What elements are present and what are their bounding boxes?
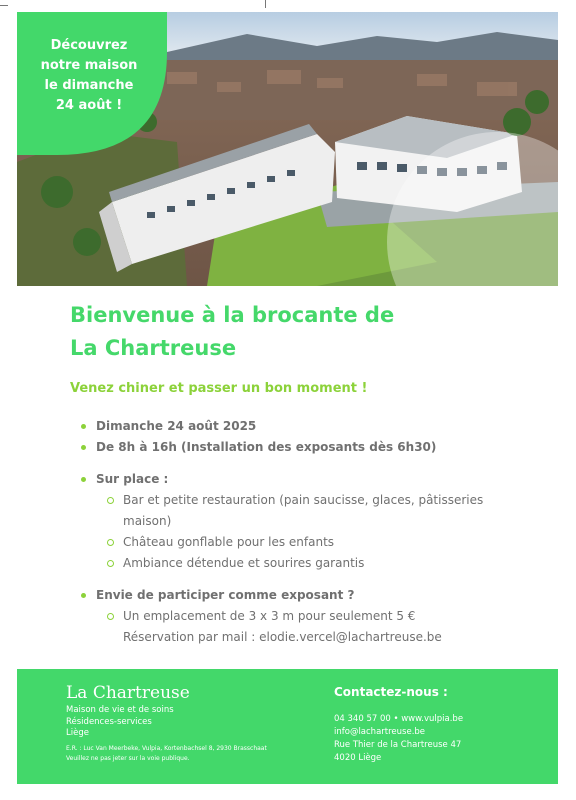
exhibitor-item: Un emplacement de 3 x 3 m pour seulement 5 € <box>96 606 546 627</box>
legal-line: Veuillez ne pas jeter sur la voie publique. <box>66 755 190 762</box>
brand-line: Maison de vie et de soins <box>66 705 174 715</box>
subtitle: Venez chiner et passer un bon moment ! <box>70 381 368 396</box>
contact-street: Rue Thier de la Chartreuse 47 <box>334 740 462 750</box>
onsite-item: Ambiance détendue et sourires garantis <box>96 553 546 574</box>
event-hours: De 8h à 16h (Installation des exposants dès 6h30) <box>76 437 546 458</box>
exhibitor-label: Envie de participer comme exposant ? <box>96 588 355 602</box>
event-details <box>76 416 546 648</box>
brand-name: La Chartreuse <box>66 683 190 703</box>
onsite-section <box>76 469 546 574</box>
legal-notice <box>66 744 267 764</box>
page-title <box>70 299 540 365</box>
brand-line: Résidences-services <box>66 716 152 727</box>
contact-email: info@lachartreuse.be <box>334 727 426 737</box>
legal-line: E.R. : Luc Van Meerbeke, Vulpia, Kortenbachsel 8, 2930 Brasschaat <box>66 745 267 752</box>
onsite-label: Sur place : <box>96 472 169 486</box>
banner-line: 24 août ! <box>55 98 123 113</box>
contact-phone-web: 04 340 57 00 • www.vulpia.be <box>334 714 464 724</box>
event-date: Dimanche 24 août 2025 <box>76 416 546 437</box>
exhibitor-item: Réservation par mail : elodie.vercel@lachartreuse.be <box>123 630 442 644</box>
contact-city: 4020 Liège <box>334 753 382 763</box>
contact-title: Contactez-nous : <box>334 685 448 699</box>
banner-text <box>25 36 153 116</box>
onsite-item: Bar et petite restauration (pain saucisse, glaces, pâtisseries <box>96 490 546 511</box>
banner-line: Découvrez <box>50 38 128 53</box>
onsite-item <box>96 511 546 532</box>
exhibitor-section <box>76 585 546 648</box>
brand-subtitle <box>66 705 174 740</box>
onsite-item-cont: maison) <box>123 514 172 528</box>
contact-info <box>334 713 463 765</box>
open-day-banner <box>17 12 167 155</box>
banner-line: notre maison <box>40 58 138 73</box>
banner-line: le dimanche <box>44 78 134 93</box>
title-line-2: La Chartreuse <box>70 336 237 360</box>
crop-mark <box>265 0 266 8</box>
brand-line: Liège <box>66 728 89 738</box>
title-line-1: Bienvenue à la brocante de <box>70 303 395 327</box>
crop-mark <box>0 5 8 6</box>
footer <box>17 669 558 784</box>
onsite-item: Château gonflable pour les enfants <box>96 532 546 553</box>
